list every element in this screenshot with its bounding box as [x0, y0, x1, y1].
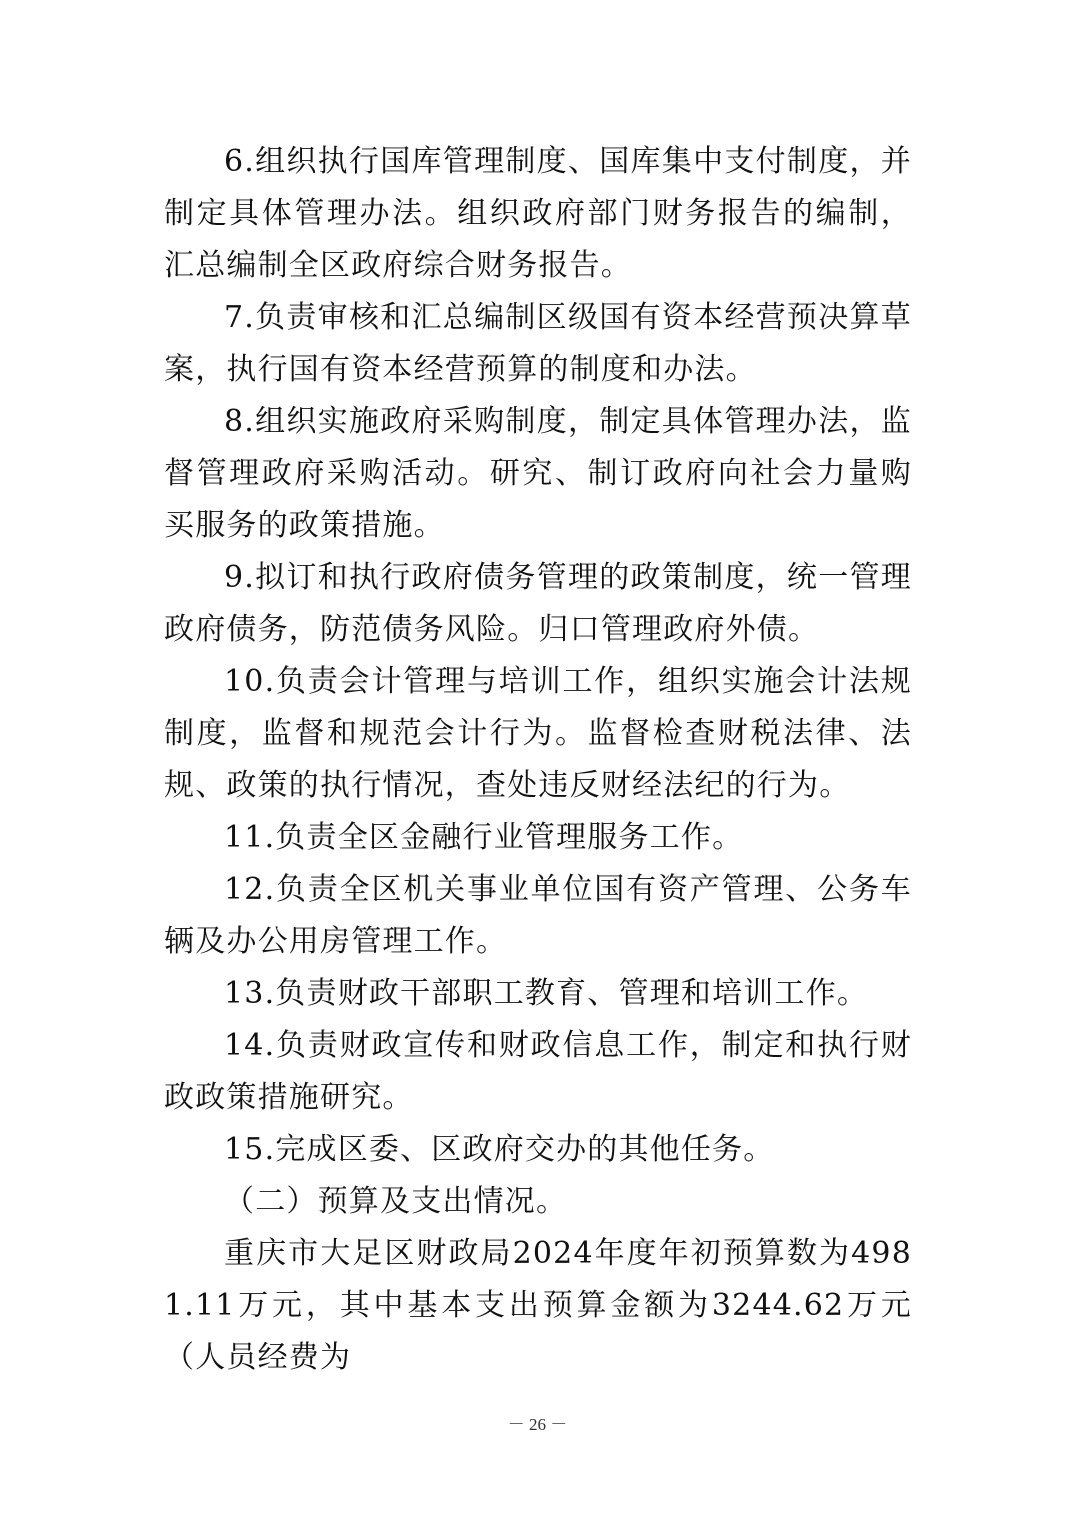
- document-body: [164, 136, 912, 1384]
- budget-summary-paragraph: 重庆市大足区财政局2024年度年初预算数为4981.11万元，其中基本支出预算金额为3244.62万元（人员经费为: [164, 1236, 912, 1375]
- paragraph-item-11: 11.负责全区金融行业管理服务工作。: [224, 820, 744, 855]
- paragraph-item-15: 15.完成区委、区政府交办的其他任务。: [224, 1132, 775, 1167]
- paragraph-item-10: 10.负责会计管理与培训工作，组织实施会计法规制度，监督和规范会计行为。监督检查财税法律、法规、政策的执行情况，查处违反财经法纪的行为。: [164, 664, 912, 803]
- paragraph-item-14: 14.负责财政宣传和财政信息工作，制定和执行财政政策措施研究。: [164, 1028, 912, 1115]
- paragraph-item-9: 9.拟订和执行政府债务管理的政策制度，统一管理政府债务，防范债务风险。归口管理政府外债。: [164, 560, 912, 647]
- paragraph-item-13: 13.负责财政干部职工教育、管理和培训工作。: [224, 976, 869, 1011]
- page-number: － 26 －: [507, 1415, 568, 1434]
- paragraph-item-6: 6.组织执行国库管理制度、国库集中支付制度，并制定具体管理办法。组织政府部门财务报告的编制，汇总编制全区政府综合财务报告。: [164, 144, 912, 283]
- paragraph-item-12: 12.负责全区机关事业单位国有资产管理、公务车辆及办公用房管理工作。: [164, 872, 912, 959]
- paragraph-item-7: 7.负责审核和汇总编制区级国有资本经营预决算草案，执行国有资本经营预算的制度和办法。: [164, 300, 912, 387]
- section-heading-budget: （二）预算及支出情况。: [224, 1184, 568, 1219]
- paragraph-item-8: 8.组织实施政府采购制度，制定具体管理办法，监督管理政府采购活动。研究、制订政府向社会力量购买服务的政策措施。: [164, 404, 912, 543]
